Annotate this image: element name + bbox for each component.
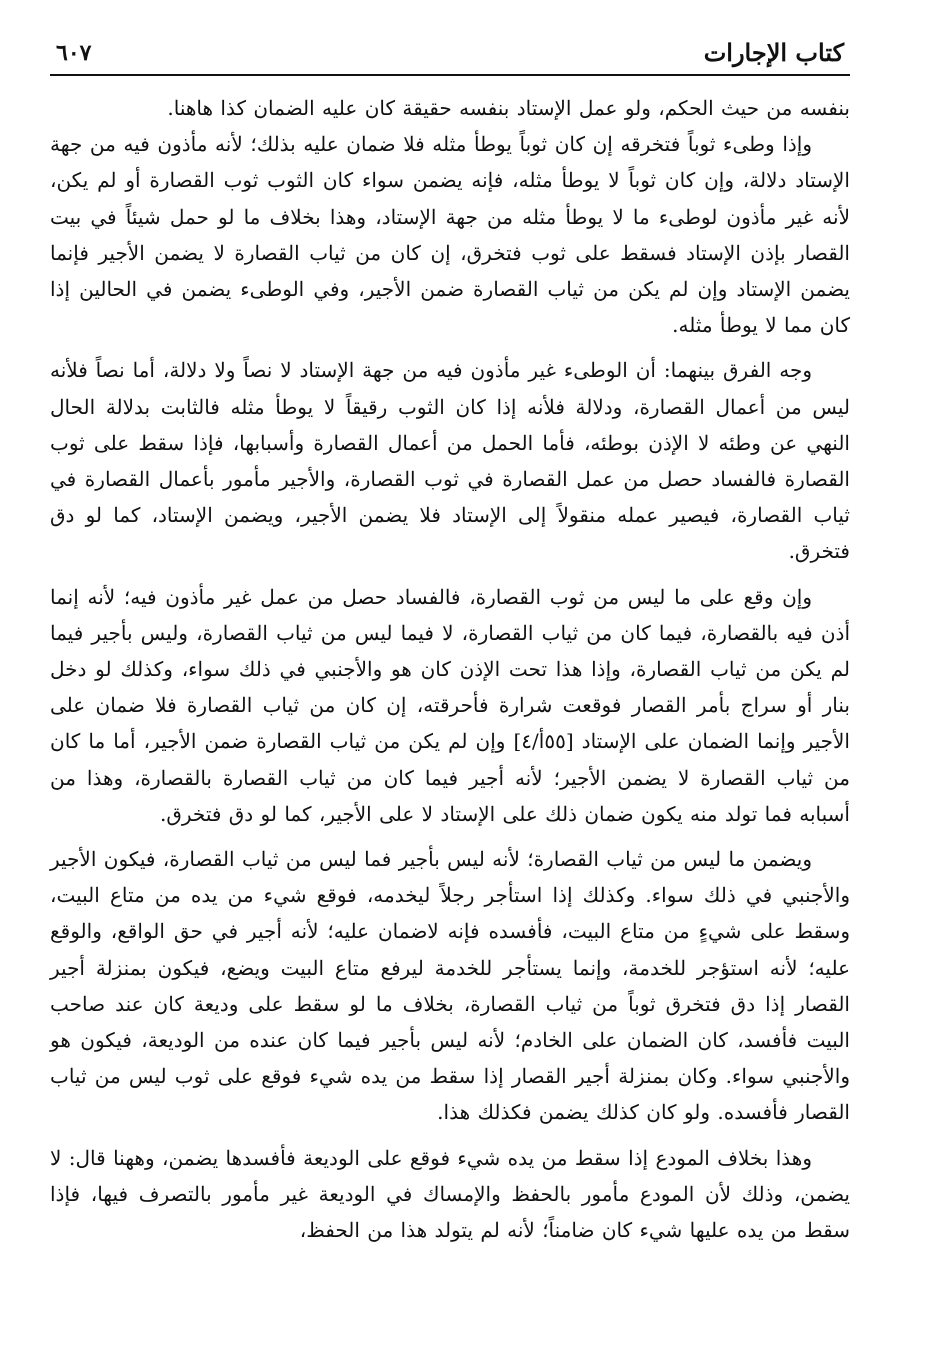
book-page — [50, 28, 850, 1348]
page-header — [50, 28, 850, 76]
book-title: كتاب الإجارات — [703, 38, 844, 67]
paragraph-5: ويضمن ما ليس من ثياب القصارة؛ لأنه ليس بأجير فما ليس من ثياب القصارة، فيكون الأجير والأجنبي في ذلك سواء. وكذلك إذا استأجر رجلاً ليخدمه، فوقع شيء من يده من متاع البيت، وسقط على شيءٍ من متاع البيت، فأفسده فإنه لاضمان عليه؛ لأنه أجير في حق الواقع، والوقع عليه؛ لأنه استؤجر للخدمة، وإنما يستأجر للخدمة ليرفع متاع البيت ويضع، فيكون بمنزلة أجير القصار إذا دق فتخرق ثوباً من ثياب القصارة، بخلاف ما لو سقط على وديعة كان عند صاحب البيت فأفسد، كان الضمان على الخادم؛ لأنه ليس بأجير فيما كان عنده من الوديعة، فيكون هو والأجنبي سواء. وكان بمنزلة أجير القصار إذا سقط من يده شيء فوقع على ثوب ليس من ثياب القصار فأفسده. ولو كان كذلك يضمن فكذلك هذا. — [50, 847, 850, 1125]
paragraph-4: وإن وقع على ما ليس من ثوب القصارة، فالفساد حصل من عمل غير مأذون فيه؛ لأنه إنما أذن فيه بالقصارة، فيما كان من ثياب القصارة، لا فيما ليس من ثياب القصارة، وليس بأجير فيما لم يكن من ثياب القصارة، وإذا هذا تحت الإذن كان هو والأجنبي في ذلك سواء، وكذلك لو دخل بنار أو سراج بأمر القصار فوقعت شرارة فأحرقته، إن كان من ثياب القصارة فلا ضمان على الأجير وإنما الضمان على الإستاد [٥٥أ/٤] وإن لم يكن من ثياب القصارة ضمن الأجير، أما ما كان من ثياب القصارة لا يضمن الأجير؛ لأنه أجير فيما كان من ثياب القصارة بالقصارة، وهذا من أسبابه فما تولد منه يكون ضمان ذلك على الإستاد لا على الأجير، كما لو دق فتخرق. — [50, 584, 850, 826]
paragraph-3: وجه الفرق بينهما: أن الوطىء غير مأذون فيه من جهة الإستاد لا نصاً ولا دلالة، أما نصاً فلأنه ليس من أعمال القصارة، ودلالة فلأنه إذا كان الثوب رقيقاً لا يوطأ مثله فالثابت بدلالة الحال النهي عن وطئه لا الإذن بوطئه، فأما الحمل من أعمال القصارة وأسبابها، فإذا سقط على ثوب القصارة فالفساد حصل من عمل القصارة في ثوب القصارة، والأجير مأمور بأعمال القصارة في ثياب القصارة، فيصير عمله منقولاً إلى الإستاد فلا يضمن الأجير، ويضمن الإستاد، كما لو دق فتخرق. — [50, 358, 850, 564]
paragraph-6: وهذا بخلاف المودع إذا سقط من يده شيء فوقع على الوديعة فأفسدها يضمن، وههنا قال: لا يضمن، وذلك لأن المودع مأمور بالحفظ والإمساك في الوديعة غير مأمور بالتصرف فيها، فإذا سقط من يده عليها شيء كان ضامناً؛ لأنه لم يتولد هذا من الحفظ، — [50, 1145, 850, 1243]
paragraph-1: بنفسه من حيث الحكم، ولو عمل الإستاد بنفسه حقيقة كان عليه الضمان كذا هاهنا. — [167, 96, 850, 120]
page-number: ٦٠٧ — [56, 40, 92, 66]
page-body — [50, 90, 850, 1248]
paragraph-2: وإذا وطىء ثوباً فتخرقه إن كان ثوباً يوطأ مثله فلا ضمان عليه بذلك؛ لأنه مأذون فيه من جهة الإستاد دلالة، وإن كان ثوباً لا يوطأ مثله، فإنه يضمن سواء كان الثوب ثوب القصارة أو لم يكن، لأنه غير مأذون لوطىء ما لا يوطأ مثله من جهة الإستاد، وهذا بخلاف ما لو حمل شيئاً في بيت القصار بإذن الإستاد فسقط على ثوب فتخرق، إن كان من ثياب القصارة لا يضمن الأجير فإنما يضمن الإستاد وإن لم يكن من ثياب القصارة ضمن الأجير، وفي الوطىء يضمن في الحالين إذا كان مما لا يوطأ مثله. — [50, 132, 850, 338]
